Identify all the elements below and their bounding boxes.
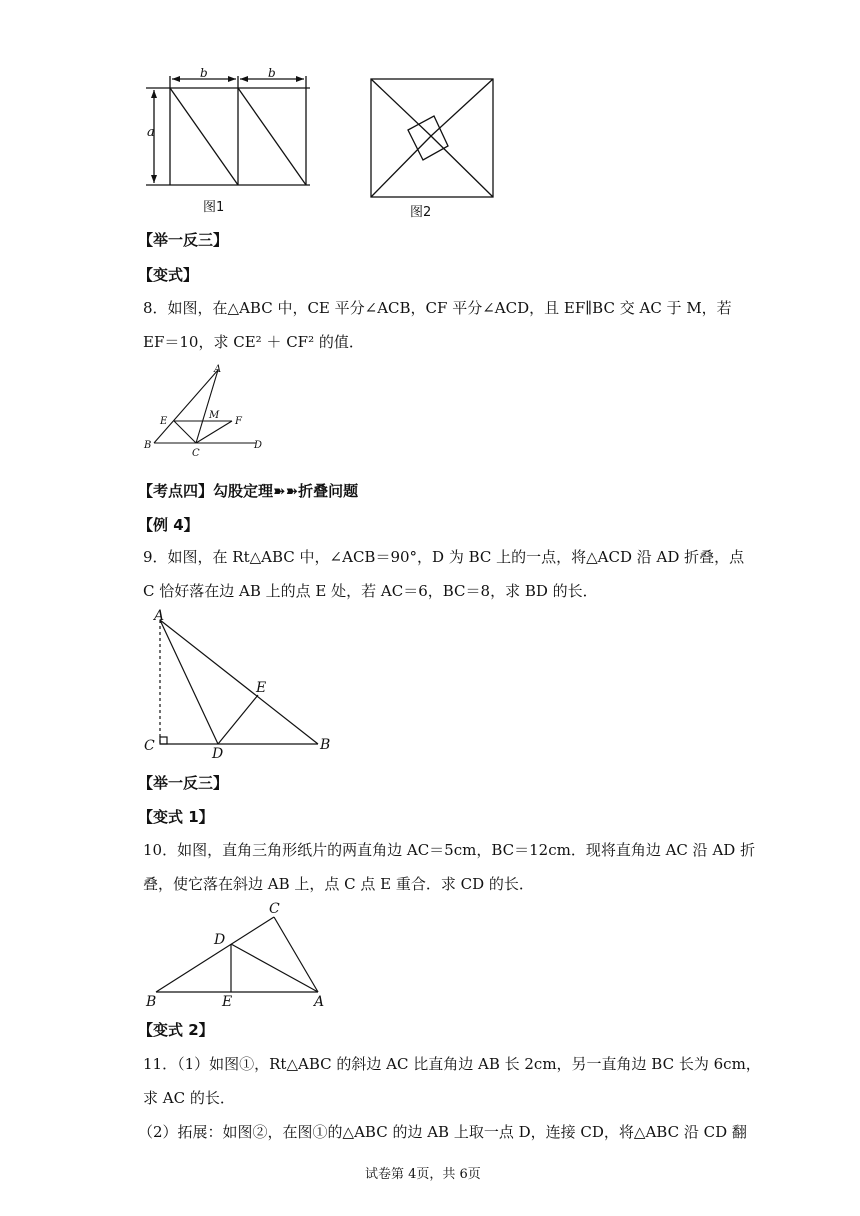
q8-label-M: M — [209, 410, 220, 421]
q9-label-C: C — [144, 738, 155, 754]
section-bianshi2: 【变式 2】 — [138, 1021, 214, 1039]
section-bianshi: 【变式】 — [138, 266, 199, 284]
q9-figure — [138, 608, 338, 762]
q11-line2: 求 AC 的长． — [143, 1089, 235, 1107]
page-footer: 试卷第 4页，共 6页 — [365, 1167, 481, 1182]
q9-line1: 9．如图，在 Rt△ABC 中，∠ACB＝90°，D 为 BC 上的一点，将△ACD 沿 AD 折叠，点 — [143, 548, 745, 566]
q10-line2: 叠，使它落在斜边 AB 上，点 C 点 E 重合．求 CD 的长． — [143, 875, 534, 893]
q9-label-B: B — [320, 737, 331, 753]
q10-figure — [142, 900, 342, 1012]
q11-line3: （2）拓展：如图②，在图①的△ABC 的边 AB 上取一点 D，连接 CD，将△ABC 沿 CD 翻 — [138, 1123, 747, 1141]
q9-line2: C 恰好落在边 AB 上的点 E 处，若 AC＝6，BC＝8，求 BD 的长． — [143, 582, 598, 600]
fig1-caption: 图1 — [203, 200, 225, 215]
q10-label-A: A — [314, 994, 325, 1010]
q11-line1: 11．（1）如图①，Rt△ABC 的斜边 AC 比直角边 AB 长 2cm，另一直角边 BC 长为 6cm， — [143, 1055, 761, 1073]
q8-line1: 8．如图，在△ABC 中，CE 平分∠ACB，CF 平分∠ACD，且 EF∥BC 交 AC 于 M，若 — [143, 299, 732, 317]
q8-label-C: C — [192, 448, 200, 459]
q9-label-E: E — [256, 680, 267, 696]
q10-label-E: E — [222, 994, 233, 1010]
figure-2 — [368, 76, 498, 200]
q9-label-A: A — [154, 608, 165, 624]
q10-label-D: D — [214, 932, 226, 948]
q8-label-A: A — [214, 364, 222, 375]
section-kaodian4: 【考点四】勾股定理➽➽折叠问题 — [138, 482, 359, 500]
fig1-label-a: a — [147, 125, 155, 140]
fig1-label-b1: b — [200, 66, 208, 80]
section-bianshi1: 【变式 1】 — [138, 808, 214, 826]
section-li4: 【例 4】 — [138, 516, 199, 534]
section-jyfs-2: 【举一反三】 — [138, 774, 229, 792]
q8-figure — [140, 362, 270, 462]
q8-label-F: F — [235, 416, 242, 427]
q8-label-D: D — [254, 440, 263, 451]
q10-label-C: C — [269, 901, 280, 917]
q8-label-E: E — [160, 416, 168, 427]
fig2-caption: 图2 — [410, 205, 432, 220]
figure-1 — [140, 68, 320, 218]
q9-label-D: D — [212, 746, 224, 762]
section-jyfs-1: 【举一反三】 — [138, 231, 229, 249]
q10-label-B: B — [146, 994, 157, 1010]
q10-line1: 10．如图，直角三角形纸片的两直角边 AC＝5cm，BC＝12cm．现将直角边 AC 沿 AD 折 — [143, 841, 756, 859]
fig1-label-b2: b — [268, 66, 276, 80]
q8-label-B: B — [144, 440, 152, 451]
q8-line2: EF＝10，求 CE² ＋ CF² 的值． — [143, 333, 364, 351]
